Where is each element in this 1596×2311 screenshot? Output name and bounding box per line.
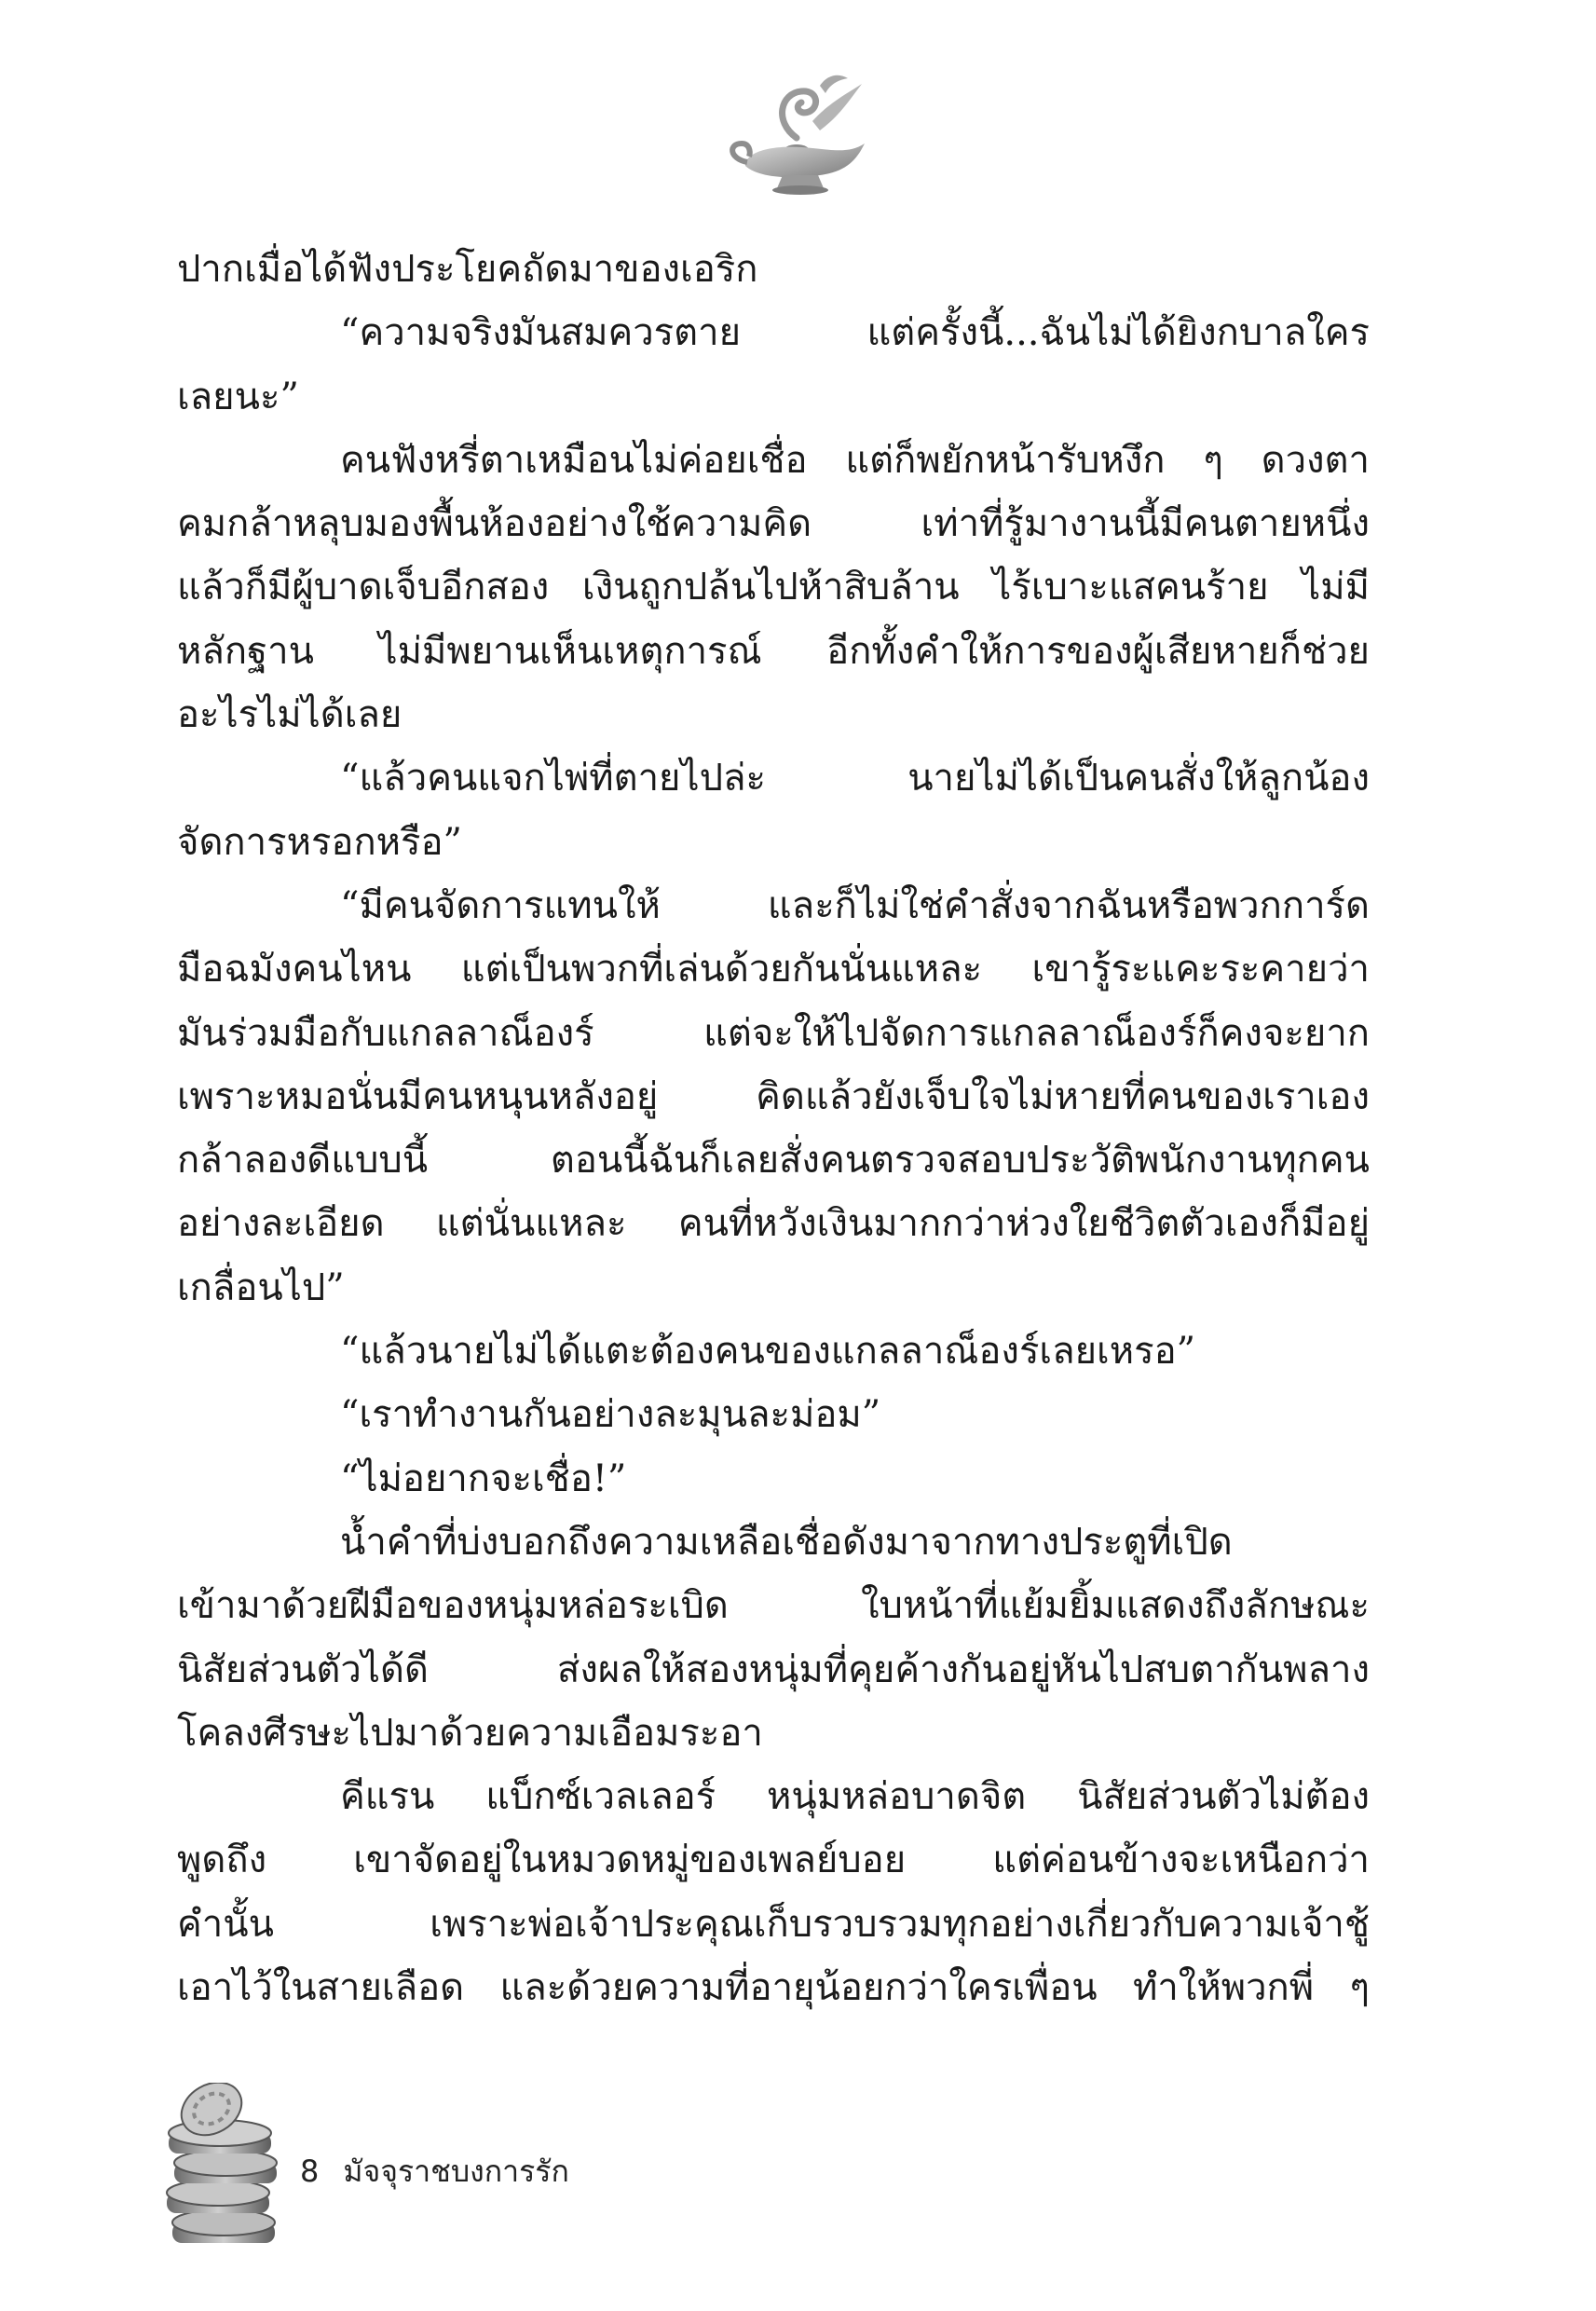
text-line: มันร่วมมือกับแกลลาณ็องร์ แต่จะให้ไปจัดการแกลลาณ็องร์ก็คงจะยาก: [177, 1011, 1370, 1055]
text-line: โคลงศีรษะไปมาด้วยความเอือมระอา: [177, 1711, 763, 1755]
page-body: [177, 238, 1370, 2019]
text-line: หลักฐาน ไม่มีพยานเห็นเหตุการณ์ อีกทั้งคำให้การของผู้เสียหายก็ช่วย: [177, 629, 1370, 673]
text-line: เลยนะ”: [177, 375, 299, 418]
text-line: “เราทำงานกันอย่างละมุนละม่อม”: [340, 1393, 881, 1437]
text-line: เข้ามาด้วยฝีมือของหนุ่มหล่อระเบิด ใบหน้าที่แย้มยิ้มแสดงถึงลักษณะ: [177, 1584, 1370, 1628]
magic-lamp-icon: [708, 65, 894, 205]
text-line: “มีคนจัดการแทนให้ และก็ไม่ใช่คำสั่งจากฉันหรือพวกการ์ด: [340, 883, 1370, 927]
text-line: “ไม่อยากจะเชื่อ!”: [340, 1456, 627, 1500]
text-line: คมกล้าหลุบมองพื้นห้องอย่างใช้ความคิด เท่าที่รู้มางานนี้มีคนตายหนึ่ง: [177, 502, 1370, 546]
text-line: คนฟังหรี่ตาเหมือนไม่ค่อยเชื่อ แต่ก็พยักหน้ารับหงึก ๆ ดวงตา: [340, 438, 1370, 482]
text-line: คำนั้น เพราะพ่อเจ้าประคุณเก็บรวบรวมทุกอย่างเกี่ยวกับความเจ้าชู้: [177, 1902, 1370, 1946]
page-number: 8: [300, 2154, 320, 2189]
text-line: น้ำคำที่บ่งบอกถึงความเหลือเชื่อดังมาจากทางประตูที่เปิด: [340, 1520, 1233, 1564]
text-line: พูดถึง เขาจัดอยู่ในหมวดหมู่ของเพลย์บอย แต่ค่อนข้างจะเหนือกว่า: [177, 1839, 1370, 1882]
text-line: เกลื่อนไป”: [177, 1265, 345, 1309]
page-footer: [300, 2148, 569, 2195]
text-line: นิสัยส่วนตัวได้ดี ส่งผลให้สองหนุ่มที่คุยค้างกันอยู่หันไปสบตากันพลาง: [177, 1648, 1370, 1691]
text-line: อย่างละเอียด แต่นั่นแหละ คนที่หวังเงินมากกว่าห่วงใยชีวิตตัวเองก็มีอยู่: [177, 1202, 1370, 1246]
text-line: เอาไว้ในสายเลือด และด้วยความที่อายุน้อยกว่าใครเพื่อน ทำให้พวกพี่ ๆ: [177, 1966, 1370, 2010]
text-line: “ความจริงมันสมควรตาย แต่ครั้งนี้...ฉันไม่ได้ยิงกบาลใคร: [340, 311, 1370, 355]
text-line: ปากเมื่อได้ฟังประโยคถัดมาของเอริก: [177, 248, 758, 291]
text-line: “แล้วคนแจกไพ่ที่ตายไปล่ะ นายไม่ได้เป็นคนสั่งให้ลูกน้อง: [340, 757, 1370, 800]
text-line: จัดการหรอกหรือ”: [177, 820, 462, 864]
poker-chips-icon: [154, 2083, 293, 2269]
text-line: แล้วก็มีผู้บาดเจ็บอีกสอง เงินถูกปล้นไปห้าสิบล้าน ไร้เบาะแสคนร้าย ไม่มี: [177, 566, 1370, 609]
text-line: มือฉมังคนไหน แต่เป็นพวกที่เล่นด้วยกันนั่นแหละ เขารู้ระแคะระคายว่า: [177, 948, 1370, 991]
text-line: “แล้วนายไม่ได้แตะต้องคนของแกลลาณ็องร์เลยเหรอ”: [340, 1330, 1196, 1374]
text-line: อะไรไม่ได้เลย: [177, 693, 402, 737]
text-line: เพราะหมอนั่นมีคนหนุนหลังอยู่ คิดแล้วยังเจ็บใจไม่หายที่คนของเราเอง: [177, 1074, 1370, 1118]
book-title: มัจจุราชบงการรัก: [343, 2154, 569, 2189]
text-line: กล้าลองดีแบบนี้ ตอนนี้ฉันก็เลยสั่งคนตรวจสอบประวัติพนักงานทุกคน: [177, 1139, 1370, 1183]
text-line: คีแรน แบ็กซ์เวลเลอร์ หนุ่มหล่อบาดจิต นิสัยส่วนตัวไม่ต้อง: [340, 1775, 1370, 1819]
